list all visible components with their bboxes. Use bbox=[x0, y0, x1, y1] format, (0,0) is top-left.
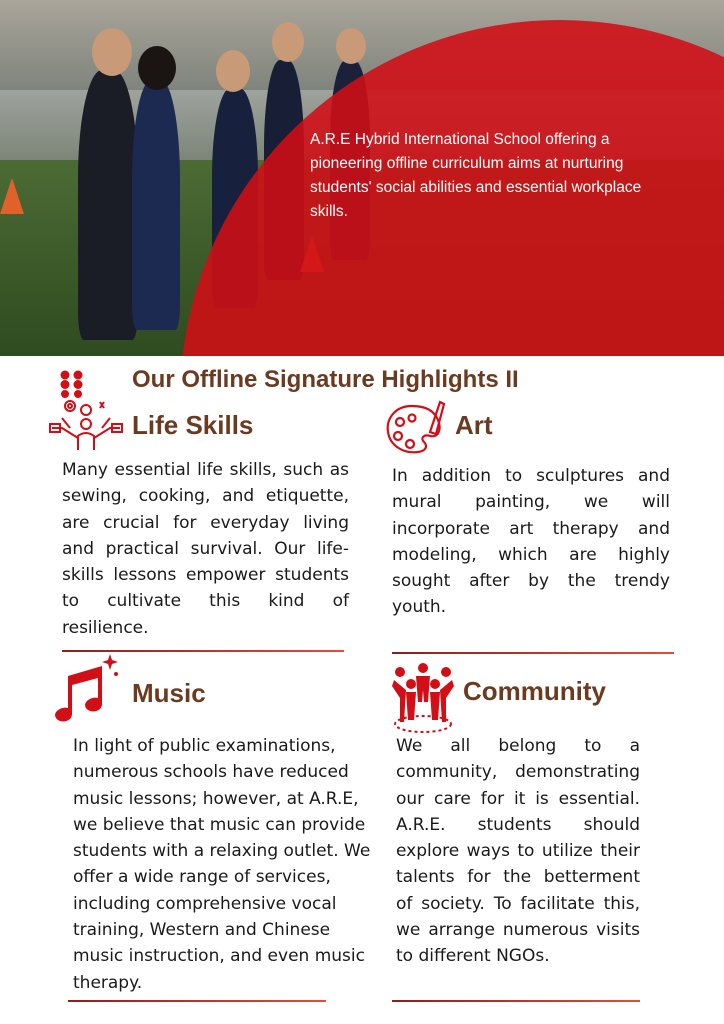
art-heading: Art bbox=[455, 410, 493, 440]
student-head bbox=[336, 28, 366, 64]
student-silhouette bbox=[78, 70, 138, 340]
music-note-icon bbox=[54, 652, 126, 728]
art-body: In addition to sculptures and mural painting, we will incorporate art therapy and modeling, which are highly sought after by the trendy youth. bbox=[392, 466, 670, 618]
student-head bbox=[272, 22, 304, 62]
music-divider bbox=[68, 1000, 326, 1002]
community-icon bbox=[390, 662, 456, 736]
hero-intro-text: A.R.E Hybrid International School offering a pioneering offline curriculum aims at nurturing students' social abilities and essential workplace skills. bbox=[310, 131, 642, 220]
music-heading: Music bbox=[132, 678, 206, 708]
community-heading: Community bbox=[463, 676, 606, 706]
student-head bbox=[138, 46, 176, 90]
section-title: Our Offline Signature Highlights II bbox=[132, 366, 519, 393]
palette-icon bbox=[382, 396, 448, 462]
student-head bbox=[216, 50, 250, 92]
life-skills-heading: Life Skills bbox=[132, 410, 254, 440]
dots-icon bbox=[58, 370, 86, 398]
life-skills-icon bbox=[48, 398, 124, 456]
art-divider bbox=[392, 652, 674, 654]
community-body: We all belong to a community, demonstrating our care for it is essential. A.R.E. students should explore ways to utilize their talents for the betterment of society. To facilitate this, we arrange numerous visits to different NGOs. bbox=[396, 736, 640, 967]
life-skills-body: Many essential life skills, such as sewing, cooking, and etiquette, are crucial for everyday living and practical survival. Our life-skills lessons empower students to cultivate this kind of resilience. bbox=[62, 460, 349, 638]
community-divider bbox=[392, 1000, 640, 1002]
student-silhouette bbox=[132, 80, 180, 330]
training-cone bbox=[0, 178, 24, 214]
student-head bbox=[92, 28, 132, 76]
hero-photo bbox=[0, 0, 724, 356]
music-body: In light of public examinations, numerous schools have reduced music lessons; however, at A.R.E, we believe that music can provide students with a relaxing outlet. We offer a wide range of services, including comprehensive vocal training, Western and Chinese music instruction, and even music therapy. bbox=[73, 736, 371, 993]
